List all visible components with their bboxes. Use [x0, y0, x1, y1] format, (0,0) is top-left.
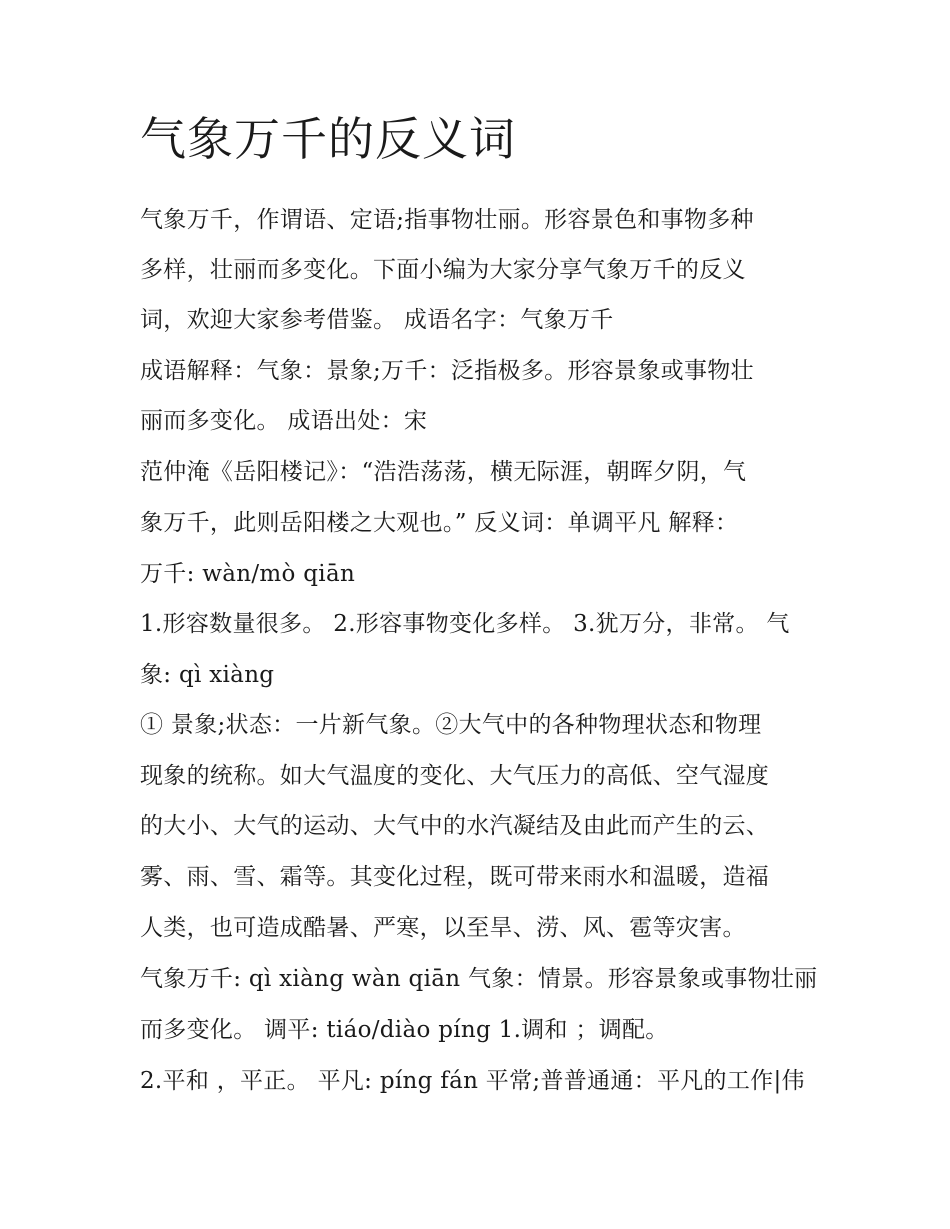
body-line-17: 而多变化。 调平: tiáo/diào píng 1.调和 ；调配。 [140, 1017, 669, 1043]
body-line-1: 气象万千，作谓语、定语;指事物壮丽。形容景色和事物多种 [140, 207, 754, 233]
body-line-15: 人类，也可造成酷暑、严寒，以至旱、涝、风、雹等灾害。 [140, 915, 746, 941]
body-line-10: 象: qì xiàng [140, 662, 275, 688]
body-line-13: 的大小、大气的运动、大气中的水汽凝结及由此而产生的云、 [140, 813, 770, 839]
page-title: 气象万千的反义词 [140, 112, 516, 166]
body-line-5: 丽而多变化。 成语出处：宋 [140, 408, 428, 434]
body-line-12: 现象的统称。如大气温度的变化、大气压力的高低、空气湿度 [140, 763, 770, 789]
body-line-2: 多样，壮丽而多变化。下面小编为大家分享气象万千的反义 [140, 257, 746, 283]
body-line-18: 2.平和 ，平正。 平凡: píng fán 平常;普普通通：平凡的工作|伟 [140, 1068, 805, 1094]
body-line-16: 气象万千: qì xiàng wàn qiān 气象：情景。形容景象或事物壮丽 [140, 966, 818, 992]
body-line-7: 象万千，此则岳阳楼之大观也。” 反义词：单调平凡 解释： [140, 510, 739, 536]
body-line-9: 1.形容数量很多。 2.形容事物变化多样。 3.犹万分，非常。 气 [140, 611, 790, 637]
body-line-11: ① 景象;状态：一片新气象。②大气中的各种物理状态和物理 [140, 712, 762, 738]
body-line-14: 雾、雨、雪、霜等。其变化过程，既可带来雨水和温暖，造福 [140, 864, 770, 890]
body-line-8: 万千: wàn/mò qiān [140, 561, 356, 587]
body-line-4: 成语解释：气象：景象;万千：泛指极多。形容景象或事物壮 [140, 358, 754, 384]
body-line-3: 词，欢迎大家参考借鉴。 成语名字：气象万千 [140, 307, 614, 333]
body-line-6: 范仲淹《岳阳楼记》：“浩浩荡荡，横无际涯，朝晖夕阴，气 [140, 459, 747, 485]
